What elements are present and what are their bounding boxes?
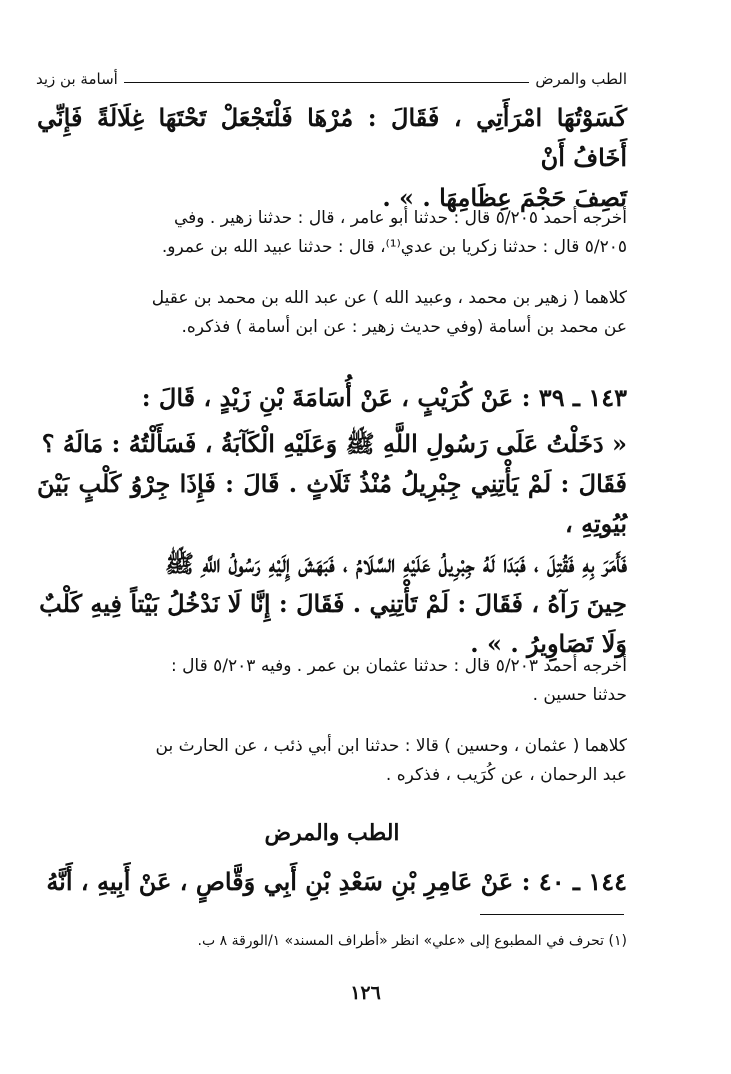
header-author: أسامة بن زيد [36, 70, 118, 88]
isnad-paragraph [37, 732, 627, 790]
takhrij-line: ٥/٢٠٥ قال : حدثنا زكريا بن عدي⁽¹⁾، قال : حدثنا عبيد الله بن عمرو. [161, 237, 627, 257]
footnote-rule [480, 914, 624, 915]
takhrij-paragraph [37, 204, 627, 262]
takhrij-line: حدثنا حسين . [532, 685, 627, 705]
isnad-line: عبد الرحمان ، عن كُرَيب ، فذكره . [385, 765, 627, 785]
takhrij-paragraph [37, 652, 627, 710]
isnad-line: كلاهما ( زهير بن محمد ، وعبيد الله ) عن عبد الله بن محمد بن عقيل [151, 288, 627, 308]
header-section-title: الطب والمرض [535, 70, 627, 88]
isnad-line: كلاهما ( عثمان ، وحسين ) قالا : حدثنا ابن أبي ذئب ، عن الحارث بن [155, 736, 627, 756]
isnad-paragraph [37, 284, 627, 342]
hadith-line: حِينَ رَآهُ ، فَقَالَ : لَمْ تَأْتِنِي . فَقَالَ : إِنَّا لَا نَدْخُلُ بَيْتاً فِيهِ كَلْبٌ [39, 589, 627, 618]
takhrij-line: أخرجه أحمد ٥/٢٠٣ قال : حدثنا عثمان بن عمر . وفيه ٥/٢٠٣ قال : [170, 656, 627, 676]
hadith-heading: ١٤٣ ـ ٣٩ : عَنْ كُرَيْبٍ ، عَنْ أُسَامَةَ بْنِ زَيْدٍ ، قَالَ : [141, 383, 627, 412]
section-title: الطب والمرض [264, 820, 400, 846]
page-number: ١٢٦ [350, 982, 381, 1004]
hadith-line: فَقَالَ : لَمْ يَأْتِنِي جِبْرِيلُ مُنْذُ ثَلَاثٍ . قَالَ : فَإِذَا جِرْوُ كَلْبٍ بَيْنَ بُيُوتِهِ ، [37, 469, 627, 538]
header-rule [124, 82, 530, 83]
hadith-line: فَأَمَرَ بِهِ فَقُتِلَ ، فَبَدَا لَهُ جِبْرِيلُ عَلَيْهِ السَّلَامُ ، فَبَهَشَ إِلَيْهِ رَسُولُ اللَّهِ ﷺ [165, 549, 627, 578]
hadith-144 [37, 862, 627, 902]
hadith-continuation [37, 98, 627, 218]
hadith-line: « دَخَلْتُ عَلَى رَسُولِ اللَّهِ ﷺ وَعَلَيْهِ الْكَآبَةُ ، فَسَأَلْتُهُ : مَالَهُ ؟ [41, 429, 627, 458]
hadith-line: تَصِفَ حَجْمَ عِظَامِهَا . » . [382, 183, 627, 212]
hadith-line: ١٤٤ ـ ٤٠ : عَنْ عَامِرِ بْنِ سَعْدِ بْنِ أَبِي وَقَّاصٍ ، عَنْ أَبِيهِ ، أَنَّهُ [46, 867, 627, 896]
hadith-143 [37, 378, 627, 664]
takhrij-line: أخرجه أحمد ٥/٢٠٥ قال : حدثنا أبو عامر ، قال : حدثنا زهير . وفي [174, 208, 627, 228]
running-header [36, 66, 627, 88]
hadith-line: كَسَوْتُهَا امْرَأَتِي ، فَقَالَ : مُرْهَا فَلْتَجْعَلْ تَحْتَهَا غِلَالَةً فَإِنِّي أَخَافُ أَنْ [37, 103, 627, 172]
footnote: (١) تحرف في المطبوع إلى «علي» انظر «أطراف المسند» ١/الورقة ٨ ب. [197, 933, 627, 949]
isnad-line: عن محمد بن أسامة (وفي حديث زهير : عن ابن أسامة ) فذكره. [181, 317, 627, 337]
hadith-line: وَلَا تَصَاوِيرُ . » . [470, 629, 627, 658]
